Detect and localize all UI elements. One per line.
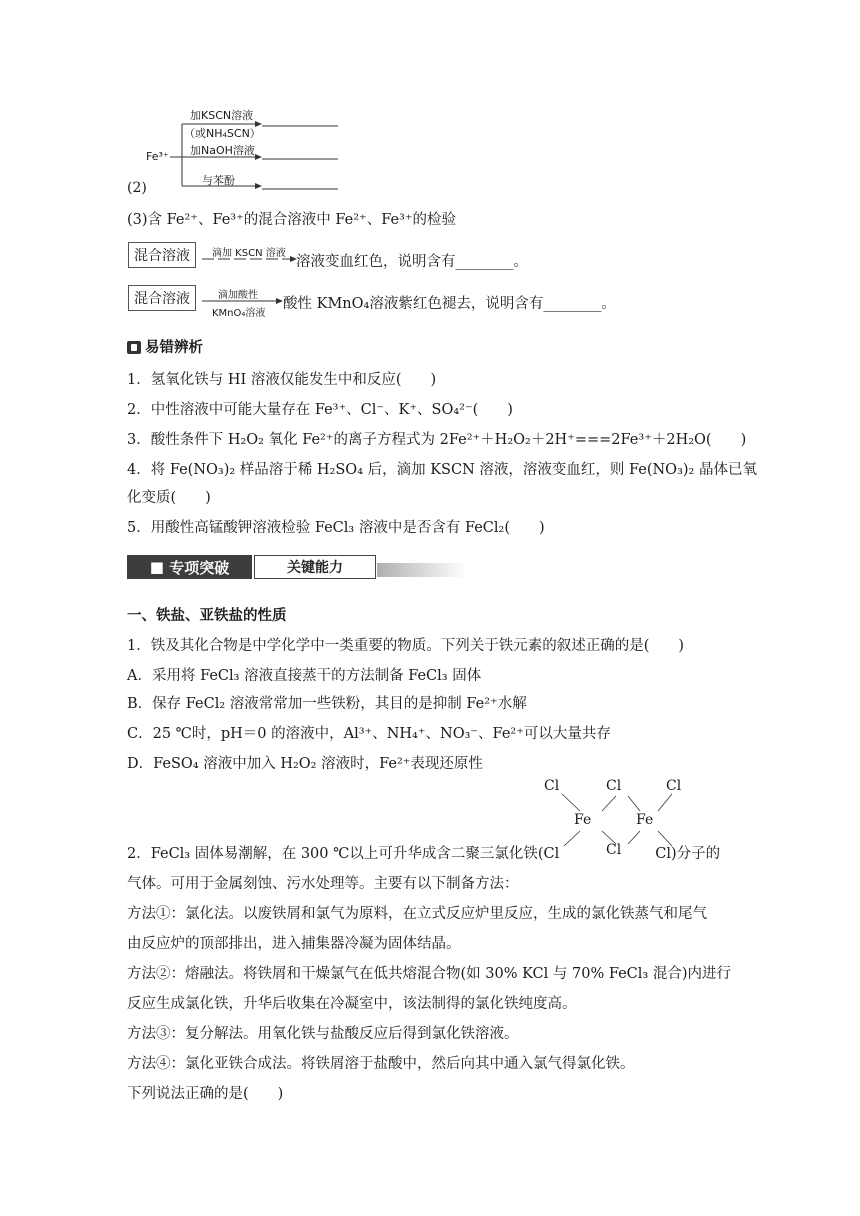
banner-right: 关键能力 [254, 555, 376, 579]
q1-option-a: A．采用将 FeCl₃ 溶液直接蒸干的方法制备 FeCl₃ 固体 [127, 668, 482, 684]
error-item-4: 4．将 Fe(NO₃)₂ 样品溶于稀 H₂SO₄ 后，滴加 KSCN 溶液，溶液变血红，则 Fe(NO₃)₂ 晶体已氧 [127, 462, 757, 478]
cl-atom: Cl [666, 778, 682, 794]
cl-atom: Cl [606, 778, 622, 794]
question-1: 1．铁及其化合物是中学化学中一类重要的物质。下列关于铁元素的叙述正确的是( ) [127, 638, 685, 654]
fe-atom: Fe [636, 812, 654, 828]
section-tag-icon [127, 341, 141, 354]
error-item-2: 2．中性溶液中可能大量存在 Fe³⁺、Cl⁻、K⁺、SO₄²⁻( ) [127, 402, 513, 418]
error-item-3: 3．酸性条件下 H₂O₂ 氧化 Fe²⁺的离子方程式为 2Fe²⁺＋H₂O₂＋2H⁺===2Fe³⁺＋2H₂O( ) [127, 432, 747, 448]
row2-arrow [202, 296, 284, 306]
mixed-solution-box-2: 混合溶液 [128, 285, 196, 311]
error-item-5: 5．用酸性高锰酸钾溶液检验 FeCl₃ 溶液中是否含有 FeCl₂( ) [127, 520, 545, 536]
part1-title: 一、铁盐、亚铁盐的性质 [127, 608, 287, 624]
branch3-label: 与苯酚 [202, 174, 235, 187]
error-item-1: 1．氢氧化铁与 HI 溶液仅能发生中和反应( ) [127, 372, 437, 388]
row1-arrow [202, 254, 298, 264]
question-2-line1: 2．FeCl₃ 固体易潮解，在 300 ℃以上可升华成含二聚三氯化铁(Cl Cl)分子的 [127, 846, 721, 862]
mixed-solution-box-1: 混合溶液 [128, 242, 196, 268]
branch2-label: 加NaOH溶液 [190, 144, 255, 157]
q1-option-b: B．保存 FeCl₂ 溶液常常加一些铁粉，其目的是抑制 Fe²⁺水解 [127, 696, 527, 712]
item3-title: (3)含 Fe²⁺、Fe³⁺的混合溶液中 Fe²⁺、Fe³⁺的检验 [127, 212, 457, 228]
section-banner [127, 553, 467, 581]
item-number: (2) [127, 180, 147, 196]
error-section-title: 易错辨析 [127, 336, 203, 357]
row2-arrow-label-bottom: KMnO₄溶液 [212, 308, 266, 319]
method-2-line1: 方法②：熔融法。将铁屑和干燥氯气在低共熔混合物(如 30% KCl 与 70% FeCl₃ 混合)内进行 [127, 966, 731, 982]
question-2-line2: 气体。可用于金属刻蚀、污水处理等。主要有以下制备方法： [127, 876, 519, 892]
branch1-label: 加KSCN溶液 [190, 109, 254, 122]
q1-option-d: D．FeSO₄ 溶液中加入 H₂O₂ 溶液时，Fe²⁺表现还原性 [127, 756, 483, 772]
banner-left: ■ 专项突破 [127, 555, 252, 579]
branch1-label-alt: （或NH₄SCN） [184, 127, 261, 140]
cl-atom: Cl [606, 842, 622, 858]
banner-fade [377, 563, 467, 577]
fe-atom: Fe [574, 812, 592, 828]
fe3-ion-label: Fe³⁺ [146, 150, 169, 163]
cl-atom: Cl [544, 778, 560, 794]
row1-result: 溶液变血红色，说明含有________。 [296, 254, 528, 270]
method-2-line2: 反应生成氯化铁，升华后收集在冷凝室中，该法制得的氯化铁纯度高。 [127, 996, 577, 1012]
method-1-line1: 方法①：氯化法。以废铁屑和氯气为原料，在立式反应炉里反应，生成的氯化铁蒸气和尾气 [127, 906, 707, 922]
row2-arrow-label-top: 滴加酸性 [218, 290, 258, 301]
q1-option-c: C．25 ℃时，pH＝0 的溶液中，Al³⁺、NH₄⁺、NO₃⁻、Fe²⁺可以大量共存 [127, 726, 611, 742]
method-3: 方法③：复分解法。用氧化铁与盐酸反应后得到氯化铁溶液。 [127, 1026, 519, 1042]
row1-arrow-label: 滴加 KSCN 溶液 [212, 248, 286, 259]
row2-result: 酸性 KMnO₄溶液紫红色褪去，说明含有________。 [283, 296, 616, 312]
question-2-prompt: 下列说法正确的是( ) [127, 1086, 284, 1102]
method-4: 方法④：氯化亚铁合成法。将铁屑溶于盐酸中，然后向其中通入氯气得氯化铁。 [127, 1056, 635, 1072]
method-1-line2: 由反应炉的顶部排出，进入捕集器冷凝为固体结晶。 [127, 936, 461, 952]
error-item-4-cont: 化变质( ) [127, 490, 211, 506]
